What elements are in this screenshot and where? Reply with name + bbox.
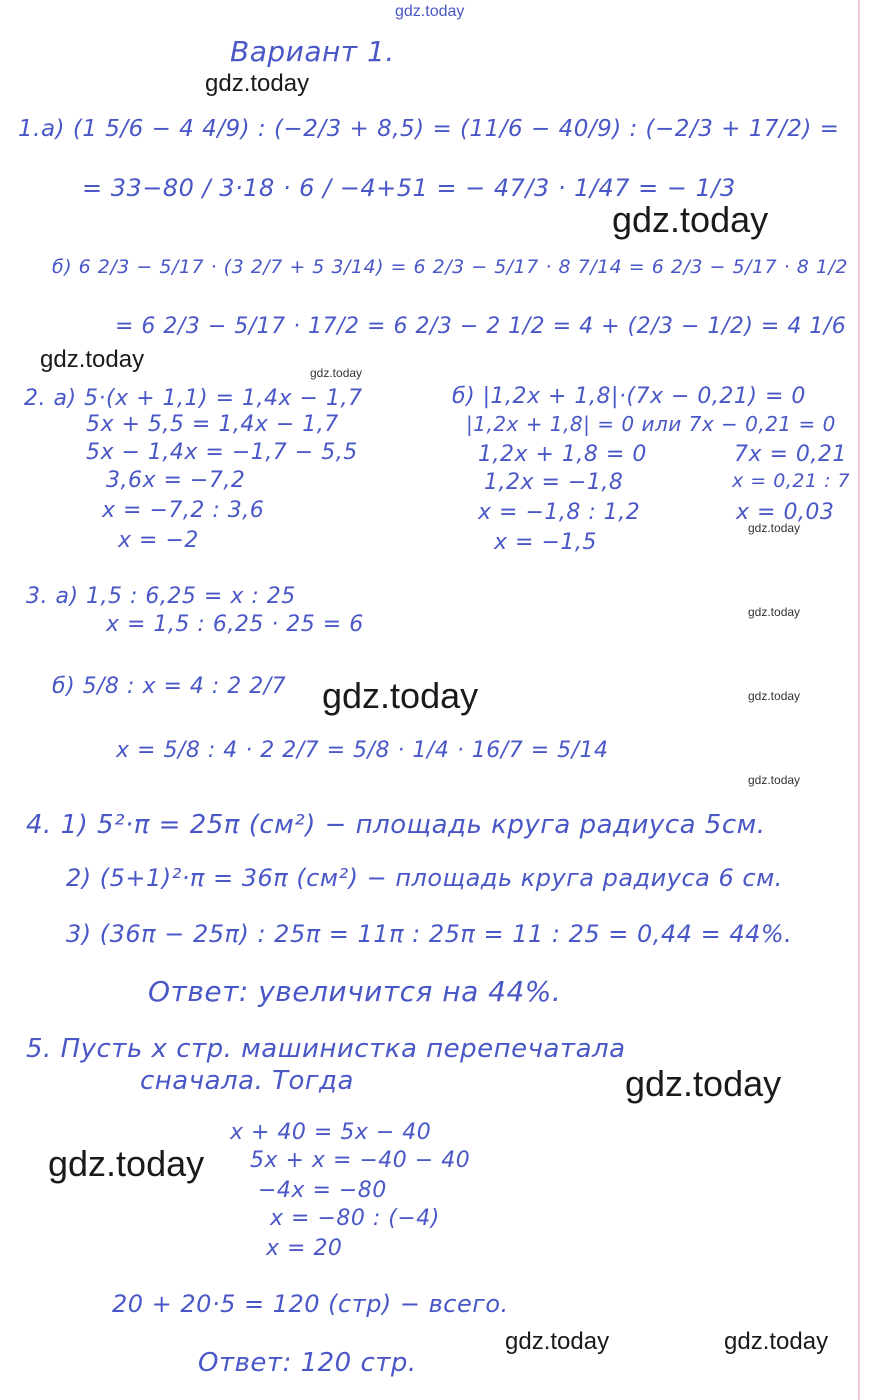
task2-b-line: x = −1,5 [494, 530, 597, 555]
task2-b-line: |1,2x + 1,8| = 0 или 7x − 0,21 = 0 [466, 412, 836, 436]
watermark: gdz.today [40, 346, 145, 373]
task4-line2: 2) (5+1)²·π = 36π (см²) − площадь круга радиуса 6 см. [66, 864, 783, 892]
watermark: gdz.today [505, 1328, 610, 1355]
task2-a-line: 3,6x = −7,2 [106, 468, 246, 493]
task2-b-right-line: 7x = 0,21 [734, 442, 847, 467]
task2-a-line: 5x + 5,5 = 1,4x − 1,7 [86, 412, 339, 437]
task2-b-line: 1,2x = −1,8 [484, 470, 624, 495]
task5-line2: сначала. Тогда [140, 1066, 354, 1096]
margin-line [858, 0, 860, 1400]
task1-b-line2: = 6 2/3 − 5/17 · 17/2 = 6 2/3 − 2 1/2 = 4 + (2/3 − 1/2) = 4 1/6 [115, 314, 847, 339]
task3-b-line1: б) 5/8 : x = 4 : 2 2/7 [52, 674, 287, 699]
watermark-small: gdz.today [748, 773, 801, 787]
task2-b-line: x = −1,8 : 1,2 [478, 500, 641, 525]
task2-b-line: б) |1,2x + 1,8|·(7x − 0,21) = 0 [452, 384, 806, 409]
task2-b-line: 1,2x + 1,8 = 0 [478, 442, 647, 467]
task2-b-right-line: x = 0,21 : 7 [732, 470, 851, 492]
task1-a-line1: 1.а) (1 5/6 − 4 4/9) : (−2/3 + 8,5) = (11/6 − 40/9) : (−2/3 + 17/2) = [18, 116, 840, 142]
task4-answer: Ответ: увеличится на 44%. [148, 975, 562, 1008]
task5-equation-line: x = 20 [266, 1236, 343, 1261]
task3-b-line2: x = 5/8 : 4 · 2 2/7 = 5/8 · 1/4 · 16/7 = 5/14 [116, 738, 609, 763]
task5-equation-line: x + 40 = 5x − 40 [230, 1120, 432, 1145]
watermark-small: gdz.today [748, 605, 801, 619]
task4-line1: 4. 1) 5²·π = 25π (см²) − площадь круга радиуса 5см. [26, 810, 766, 840]
task2-a-line: 5x − 1,4x = −1,7 − 5,5 [86, 440, 358, 465]
watermark-small: gdz.today [310, 366, 363, 380]
task5-equation-line: −4x = −80 [258, 1178, 387, 1203]
task2-a-line: 2. а) 5·(x + 1,1) = 1,4x − 1,7 [24, 386, 363, 411]
task5-total: 20 + 20·5 = 120 (стр) − всего. [112, 1290, 509, 1318]
task2-a-line: x = −7,2 : 3,6 [102, 498, 265, 523]
task3-a-line1: 3. а) 1,5 : 6,25 = x : 25 [26, 584, 296, 609]
task2-a-line: x = −2 [118, 528, 199, 553]
task1-a-line2: = 33−80 / 3·18 · 6 / −4+51 = − 47/3 · 1/47 = − 1/3 [82, 174, 736, 202]
watermark-small: gdz.today [748, 521, 801, 535]
watermark: gdz.today [612, 199, 769, 240]
watermark-top: gdz.today [395, 3, 465, 20]
task3-a-line2: x = 1,5 : 6,25 · 25 = 6 [106, 612, 364, 637]
watermark: gdz.today [48, 1143, 205, 1184]
watermark: gdz.today [625, 1063, 782, 1104]
task5-line1: 5. Пусть x стр. машинистка перепечатала [26, 1034, 626, 1064]
watermark: gdz.today [322, 675, 479, 716]
watermark: gdz.today [205, 70, 310, 97]
task4-line3: 3) (36π − 25π) : 25π = 11π : 25π = 11 : 25 = 0,44 = 44%. [66, 920, 793, 948]
task1-b-line1: б) 6 2/3 − 5/17 · (3 2/7 + 5 3/14) = 6 2/3 − 5/17 · 8 7/14 = 6 2/3 − 5/17 · 8 1/2 [52, 256, 848, 278]
watermark: gdz.today [724, 1328, 829, 1355]
variant-heading: Вариант 1. [230, 35, 395, 68]
task5-equation-line: 5x + x = −40 − 40 [250, 1148, 471, 1173]
watermark-small: gdz.today [748, 689, 801, 703]
task5-answer: Ответ: 120 стр. [198, 1348, 417, 1378]
task5-equation-line: x = −80 : (−4) [270, 1206, 440, 1231]
task2-b-right-line: x = 0,03 [736, 500, 835, 525]
